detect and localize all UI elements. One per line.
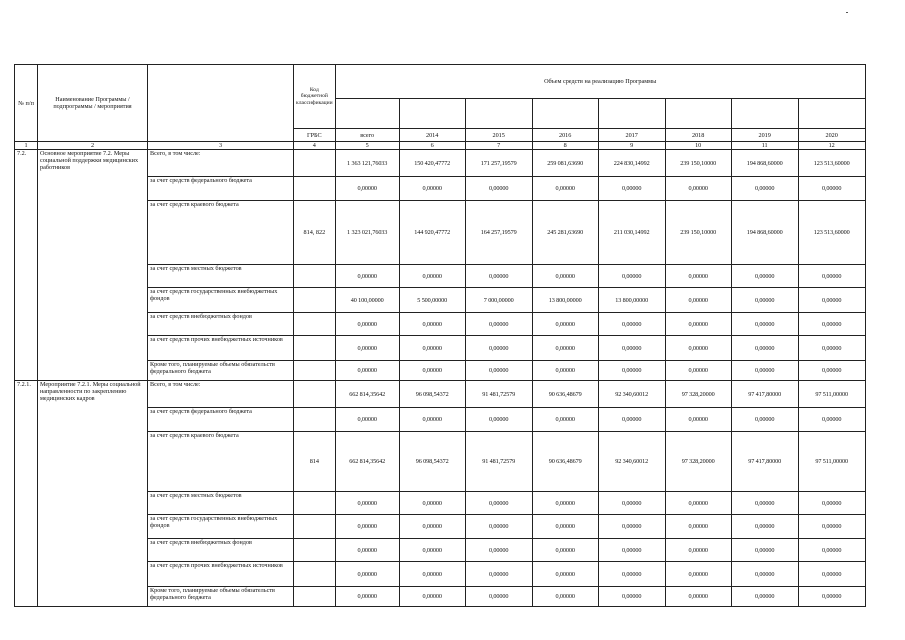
amount-cell: 0,00000 (335, 539, 399, 562)
amount-cell: 0,00000 (465, 539, 532, 562)
amount-cell: 0,00000 (798, 361, 865, 381)
funding-source-label: за счет средств государственных внебюджетных фондов (148, 288, 294, 313)
amount-cell: 0,00000 (731, 336, 798, 361)
amount-cell: 97 417,80000 (731, 381, 798, 408)
header-year-6: 2019 (731, 129, 798, 142)
amount-cell: 0,00000 (399, 177, 465, 201)
budget-table (14, 64, 866, 607)
funding-source-label: за счет средств внебюджетных фондов (148, 313, 294, 336)
amount-cell: 171 257,19579 (465, 150, 532, 177)
amount-cell: 1 363 121,76033 (335, 150, 399, 177)
funding-source-label: Кроме того, планируемые объемы обязательств федерального бюджета (148, 361, 294, 381)
header-empty-cell (598, 99, 665, 129)
amount-cell: 0,00000 (665, 265, 731, 288)
amount-cell: 0,00000 (335, 562, 399, 587)
amount-cell: 239 150,10000 (665, 150, 731, 177)
amount-cell: 90 636,48679 (532, 432, 598, 492)
header-year-1: 2014 (399, 129, 465, 142)
amount-cell: 0,00000 (335, 587, 399, 607)
amount-cell: 0,00000 (465, 587, 532, 607)
amount-cell: 0,00000 (798, 539, 865, 562)
table-row (15, 381, 866, 408)
funding-source-label: Кроме того, планируемые объемы обязательств федерального бюджета (148, 587, 294, 607)
amount-cell: 0,00000 (335, 515, 399, 539)
amount-cell: 0,00000 (532, 265, 598, 288)
header-blank (148, 65, 294, 142)
amount-cell: 7 000,00000 (465, 288, 532, 313)
amount-cell: 0,00000 (665, 408, 731, 432)
amount-cell: 0,00000 (798, 313, 865, 336)
measure-name: Основное мероприятие 7.2. Меры социальной поддержки медицинских работников (38, 150, 148, 381)
header-span-title: Объем средств на реализацию Программы (335, 65, 865, 99)
header-empty-cell (798, 99, 865, 129)
amount-cell: 0,00000 (665, 361, 731, 381)
amount-cell: 0,00000 (598, 492, 665, 515)
amount-cell: 0,00000 (399, 361, 465, 381)
amount-cell: 0,00000 (731, 313, 798, 336)
amount-cell: 0,00000 (598, 587, 665, 607)
header-empty-cell (465, 99, 532, 129)
grbs-code-cell: 814, 822 (294, 201, 336, 265)
amount-cell: 90 636,48679 (532, 381, 598, 408)
funding-source-label: за счет средств местных бюджетов (148, 265, 294, 288)
column-number: 8 (532, 142, 598, 150)
grbs-code-cell (294, 336, 336, 361)
amount-cell: 0,00000 (465, 408, 532, 432)
amount-cell: 0,00000 (335, 265, 399, 288)
amount-cell: 0,00000 (598, 177, 665, 201)
column-number: 5 (335, 142, 399, 150)
amount-cell: 13 800,00000 (598, 288, 665, 313)
funding-source-label: за счет средств федерального бюджета (148, 177, 294, 201)
amount-cell: 0,00000 (598, 265, 665, 288)
amount-cell: 0,00000 (532, 492, 598, 515)
amount-cell: 0,00000 (465, 336, 532, 361)
header-num: № п/п (15, 65, 38, 142)
funding-source-label: за счет средств федерального бюджета (148, 408, 294, 432)
amount-cell: 245 281,63690 (532, 201, 598, 265)
amount-cell: 91 481,72579 (465, 432, 532, 492)
amount-cell: 0,00000 (731, 562, 798, 587)
amount-cell: 0,00000 (665, 313, 731, 336)
amount-cell: 97 328,20000 (665, 381, 731, 408)
amount-cell: 0,00000 (532, 587, 598, 607)
amount-cell: 96 098,54372 (399, 432, 465, 492)
header-empty-cell (665, 99, 731, 129)
funding-source-label: за счет средств краевого бюджета (148, 201, 294, 265)
amount-cell: 239 150,10000 (665, 201, 731, 265)
amount-cell: 0,00000 (798, 587, 865, 607)
grbs-code-cell (294, 587, 336, 607)
amount-cell: 0,00000 (798, 562, 865, 587)
amount-cell: 0,00000 (798, 492, 865, 515)
header-empty-cell (731, 99, 798, 129)
header-year-7: 2020 (798, 129, 865, 142)
grbs-code-cell (294, 408, 336, 432)
amount-cell: 0,00000 (665, 539, 731, 562)
amount-cell: 0,00000 (798, 265, 865, 288)
funding-source-label: за счет средств прочих внебюджетных источников (148, 562, 294, 587)
amount-cell: 5 500,00000 (399, 288, 465, 313)
amount-cell: 0,00000 (465, 265, 532, 288)
grbs-code-cell (294, 313, 336, 336)
amount-cell: 0,00000 (399, 515, 465, 539)
header-grbs: ГРБС (294, 129, 336, 142)
amount-cell: 0,00000 (399, 336, 465, 361)
header-year-3: 2016 (532, 129, 598, 142)
amount-cell: 0,00000 (399, 313, 465, 336)
amount-cell: 0,00000 (598, 336, 665, 361)
measure-name: Мероприятие 7.2.1. Меры социальной направленности по закреплению медицинских кадров (38, 381, 148, 607)
amount-cell: 0,00000 (598, 408, 665, 432)
amount-cell: 0,00000 (399, 408, 465, 432)
row-number: 7.2.1. (15, 381, 38, 607)
amount-cell: 0,00000 (665, 288, 731, 313)
grbs-code-cell (294, 265, 336, 288)
amount-cell: 97 511,00000 (798, 381, 865, 408)
funding-source-label: Всего, в том числе: (148, 150, 294, 177)
amount-cell: 662 814,35642 (335, 432, 399, 492)
amount-cell: 0,00000 (731, 288, 798, 313)
amount-cell: 1 323 021,76033 (335, 201, 399, 265)
amount-cell: 92 340,60012 (598, 381, 665, 408)
grbs-code-cell (294, 150, 336, 177)
grbs-code-cell (294, 492, 336, 515)
amount-cell: 0,00000 (798, 288, 865, 313)
amount-cell: 91 481,72579 (465, 381, 532, 408)
amount-cell: 13 800,00000 (532, 288, 598, 313)
amount-cell: 144 920,47772 (399, 201, 465, 265)
scan-speck (846, 12, 848, 13)
funding-source-label: Всего, в том числе: (148, 381, 294, 408)
amount-cell: 0,00000 (665, 492, 731, 515)
amount-cell: 0,00000 (399, 562, 465, 587)
header-year-4: 2017 (598, 129, 665, 142)
funding-source-label: за счет средств краевого бюджета (148, 432, 294, 492)
amount-cell: 0,00000 (731, 177, 798, 201)
amount-cell: 224 830,14992 (598, 150, 665, 177)
amount-cell: 194 868,60000 (731, 201, 798, 265)
table-row (15, 150, 866, 177)
column-number: 4 (294, 142, 336, 150)
amount-cell: 0,00000 (532, 313, 598, 336)
funding-source-label: за счет средств внебюджетных фондов (148, 539, 294, 562)
column-number: 12 (798, 142, 865, 150)
funding-source-label: за счет средств местных бюджетов (148, 492, 294, 515)
amount-cell: 0,00000 (798, 408, 865, 432)
header-empty-cell (399, 99, 465, 129)
amount-cell: 0,00000 (731, 265, 798, 288)
amount-cell: 123 513,60000 (798, 150, 865, 177)
amount-cell: 0,00000 (665, 515, 731, 539)
amount-cell: 92 340,60012 (598, 432, 665, 492)
amount-cell: 0,00000 (731, 408, 798, 432)
amount-cell: 97 511,00000 (798, 432, 865, 492)
column-number: 10 (665, 142, 731, 150)
amount-cell: 164 257,19579 (465, 201, 532, 265)
amount-cell: 96 098,54372 (399, 381, 465, 408)
amount-cell: 40 100,00000 (335, 288, 399, 313)
amount-cell: 0,00000 (731, 492, 798, 515)
amount-cell: 0,00000 (532, 361, 598, 381)
grbs-code-cell (294, 515, 336, 539)
column-number: 7 (465, 142, 532, 150)
amount-cell: 0,00000 (335, 336, 399, 361)
amount-cell: 0,00000 (399, 539, 465, 562)
amount-cell: 0,00000 (665, 177, 731, 201)
amount-cell: 0,00000 (532, 515, 598, 539)
amount-cell: 0,00000 (532, 539, 598, 562)
amount-cell: 0,00000 (399, 492, 465, 515)
amount-cell: 0,00000 (598, 361, 665, 381)
amount-cell: 0,00000 (665, 587, 731, 607)
amount-cell: 0,00000 (465, 361, 532, 381)
header-budget-code: Код бюджетной классификации (294, 65, 336, 129)
header-year-2: 2015 (465, 129, 532, 142)
amount-cell: 97 417,80000 (731, 432, 798, 492)
amount-cell: 211 030,14992 (598, 201, 665, 265)
row-number: 7.2. (15, 150, 38, 381)
amount-cell: 0,00000 (465, 562, 532, 587)
grbs-code-cell (294, 381, 336, 408)
column-number: 3 (148, 142, 294, 150)
amount-cell: 0,00000 (532, 177, 598, 201)
amount-cell: 0,00000 (335, 361, 399, 381)
amount-cell: 0,00000 (731, 587, 798, 607)
grbs-code-cell (294, 288, 336, 313)
grbs-code-cell (294, 539, 336, 562)
amount-cell: 0,00000 (665, 562, 731, 587)
column-number: 1 (15, 142, 38, 150)
amount-cell: 123 513,60000 (798, 201, 865, 265)
header-empty-cell (532, 99, 598, 129)
amount-cell: 0,00000 (532, 408, 598, 432)
amount-cell: 0,00000 (399, 587, 465, 607)
amount-cell: 0,00000 (798, 336, 865, 361)
column-number: 9 (598, 142, 665, 150)
amount-cell: 0,00000 (598, 313, 665, 336)
funding-source-label: за счет средств государственных внебюджетных фондов (148, 515, 294, 539)
column-number: 6 (399, 142, 465, 150)
amount-cell: 0,00000 (532, 562, 598, 587)
amount-cell: 97 328,20000 (665, 432, 731, 492)
column-number: 11 (731, 142, 798, 150)
header-year-5: 2018 (665, 129, 731, 142)
amount-cell: 0,00000 (465, 515, 532, 539)
amount-cell: 0,00000 (335, 492, 399, 515)
amount-cell: 259 081,63690 (532, 150, 598, 177)
grbs-code-cell (294, 562, 336, 587)
amount-cell: 150 420,47772 (399, 150, 465, 177)
amount-cell: 0,00000 (798, 515, 865, 539)
grbs-code-cell: 814 (294, 432, 336, 492)
amount-cell: 0,00000 (731, 539, 798, 562)
amount-cell: 662 814,35642 (335, 381, 399, 408)
amount-cell: 0,00000 (798, 177, 865, 201)
amount-cell: 194 868,60000 (731, 150, 798, 177)
amount-cell: 0,00000 (335, 313, 399, 336)
column-number: 2 (38, 142, 148, 150)
amount-cell: 0,00000 (335, 177, 399, 201)
grbs-code-cell (294, 361, 336, 381)
amount-cell: 0,00000 (335, 408, 399, 432)
amount-cell: 0,00000 (598, 562, 665, 587)
header-empty-cell (335, 99, 399, 129)
header-name: Наименование Программы / подпрограммы / мероприятия (38, 65, 148, 142)
amount-cell: 0,00000 (731, 361, 798, 381)
amount-cell: 0,00000 (465, 492, 532, 515)
amount-cell: 0,00000 (532, 336, 598, 361)
grbs-code-cell (294, 177, 336, 201)
header-year-0: всего (335, 129, 399, 142)
amount-cell: 0,00000 (465, 177, 532, 201)
amount-cell: 0,00000 (598, 539, 665, 562)
amount-cell: 0,00000 (399, 265, 465, 288)
amount-cell: 0,00000 (598, 515, 665, 539)
amount-cell: 0,00000 (465, 313, 532, 336)
amount-cell: 0,00000 (665, 336, 731, 361)
amount-cell: 0,00000 (731, 515, 798, 539)
funding-source-label: за счет средств прочих внебюджетных источников (148, 336, 294, 361)
